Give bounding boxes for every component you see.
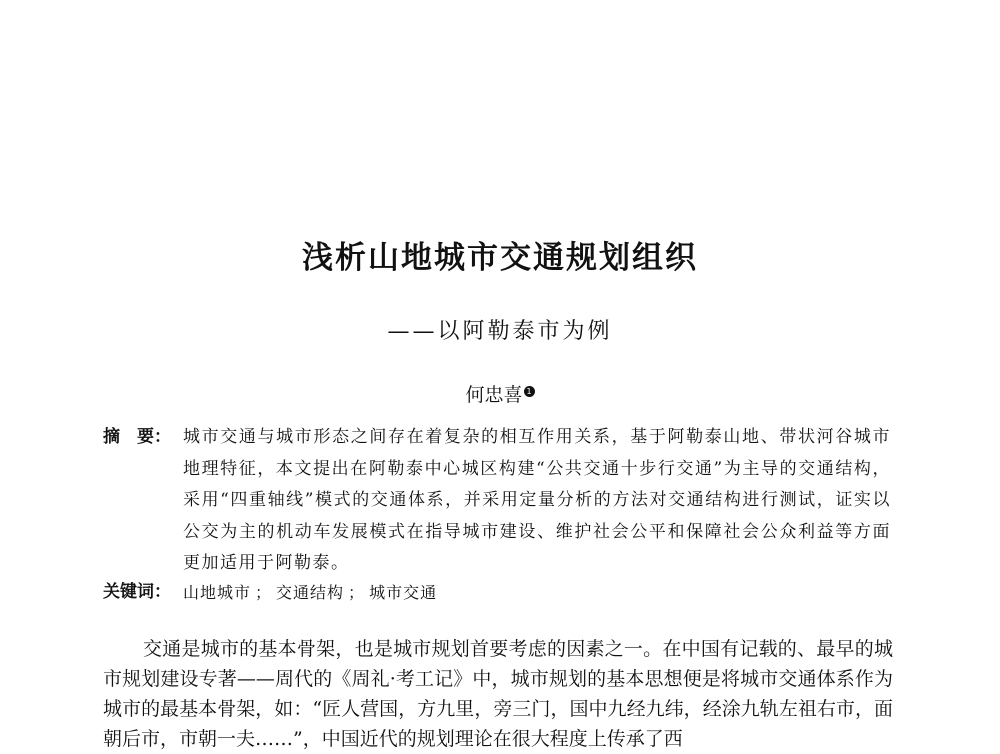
keyword-item: 城市交通 (369, 583, 438, 602)
paper-subtitle: ——以阿勒泰市为例 (387, 319, 613, 344)
keyword-separator: ； (348, 583, 366, 602)
author-name: 何忠喜 (465, 384, 523, 406)
keyword-item: 交通结构 (276, 583, 345, 602)
keywords-list (183, 577, 437, 608)
paper-title: 浅析山地城市交通规划组织 (302, 240, 698, 276)
author-line (0, 380, 1000, 407)
abstract-text: 城市交通与城市形态之间存在着复杂的相互作用关系，基于阿勒泰山地、带状河谷城市地理特征，本文提出在阿勒泰中心城区构建“公共交通十步行交通”为主导的交通结构，采用“四重轴线”模式的交通体系，并采用定量分析的方法对交通结构进行测试，证实以公交为主的机动车发展模式在指导城市建设、维护社会公平和保障社会公众利益等方面更加适用于阿勒泰。 (183, 427, 891, 573)
keyword-item: 山地城市 (183, 583, 252, 602)
abstract-label: 摘 要： (103, 427, 171, 447)
keyword-separator: ； (255, 583, 273, 602)
body-paragraph: 交通是城市的基本骨架，也是城市规划首要考虑的因素之一。在中国有记载的、最早的城市规划建设专著——周代的《周礼·考工记》中，城市规划的基本思想便是将城市交通体系作为城市的最基本骨架，如：“匠人营国，方九里，旁三门，国中九经九纬，经涂九轨左祖右市，面朝后市，市朝一夫……”，中国近代的规划理论在很大程度上传承了西 (103, 638, 893, 750)
keywords-label: 关键词： (103, 582, 171, 602)
author-footnote-marker: 1 (524, 386, 535, 397)
